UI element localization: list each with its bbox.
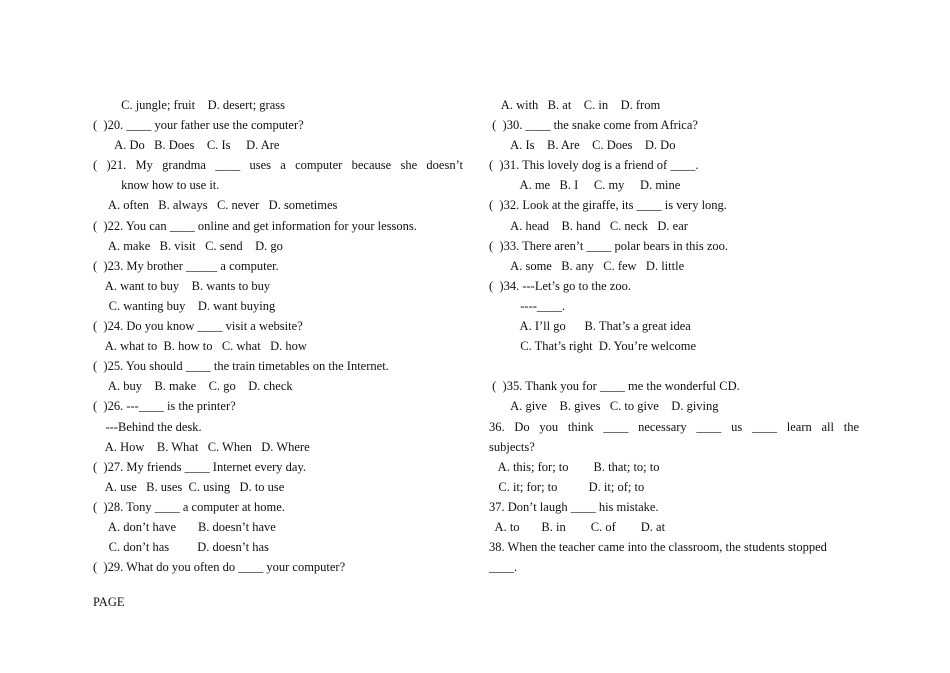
left-column-text-line: ( )21. My grandma ____ uses a computer because she doesn’t (93, 158, 463, 173)
right-column-text-line: A. head B. hand C. neck D. ear (489, 218, 688, 233)
left-column-text-line: ( )29. What do you often do ____ your computer? (93, 560, 346, 575)
left-column-text-line: A. How B. What C. When D. Where (93, 439, 310, 454)
right-column-text-line: ( )30. ____ the snake come from Africa? (489, 118, 698, 133)
right-column-text-line: ( )32. Look at the giraffe, its ____ is very long. (489, 198, 727, 213)
right-column-text-line: C. it; for; to D. it; of; to (489, 479, 645, 494)
left-column-text-line: ( )22. You can ____ online and get information for your lessons. (93, 218, 417, 233)
right-column-text-line: ( )31. This lovely dog is a friend of ____. (489, 158, 699, 173)
right-column-text-line: A. I’ll go B. That’s a great idea (489, 319, 691, 334)
right-column-text-line: subjects? (489, 439, 535, 454)
left-column-text-line: ( )20. ____ your father use the computer? (93, 118, 304, 133)
left-column-text-line: A. make B. visit C. send D. go (93, 238, 283, 253)
right-column-text-line: A. give B. gives C. to give D. giving (489, 399, 719, 414)
right-column-text-line: ----____. (489, 298, 566, 313)
right-column-text-line: A. some B. any C. few D. little (489, 258, 685, 273)
right-column-blank-line (489, 356, 859, 376)
right-column-text-line: A. Is B. Are C. Does D. Do (489, 138, 676, 153)
right-column-text-line: A. me B. I C. my D. mine (489, 178, 681, 193)
left-column-text-line: A. Do B. Does C. Is D. Are (93, 138, 280, 153)
page-footer: PAGE (93, 595, 125, 609)
left-column-text-line: C. wanting buy D. want buying (93, 298, 276, 313)
right-column-text-line: 38. When the teacher came into the classroom, the students stopped (489, 540, 827, 555)
left-column-text-line: A. use B. uses C. using D. to use (93, 479, 285, 494)
right-column-text-line: A. with B. at C. in D. from (489, 98, 661, 112)
right-column-text-line: A. this; for; to B. that; to; to (489, 459, 660, 474)
left-column-text-line: ( )23. My brother _____ a computer. (93, 258, 279, 273)
left-column-text-line: A. want to buy B. wants to buy (93, 278, 271, 293)
left-column-text-line: A. don’t have B. doesn’t have (93, 519, 276, 534)
left-column-text-line: A. buy B. make C. go D. check (93, 379, 293, 394)
left-column-text-line: ( )25. You should ____ the train timetables on the Internet. (93, 359, 389, 374)
right-column (489, 95, 859, 577)
left-column-text-line: C. don’t has D. doesn’t has (93, 540, 269, 555)
right-column-text-line: A. to B. in C. of D. at (489, 519, 666, 534)
right-column-text-line: ( )35. Thank you for ____ me the wonderful CD. (489, 379, 740, 394)
right-column-text-line: ( )34. ---Let’s go to the zoo. (489, 278, 631, 293)
right-column-text-line: ____. (489, 560, 518, 575)
left-column-text-line: C. jungle; fruit D. desert; grass (93, 98, 285, 112)
left-column-text-line: ( )24. Do you know ____ visit a website? (93, 319, 303, 334)
left-column-text-line: A. what to B. how to C. what D. how (93, 339, 307, 354)
left-column-text-line: ( )26. ---____ is the printer? (93, 399, 236, 414)
left-column-text-line: ( )28. Tony ____ a computer at home. (93, 499, 285, 514)
left-column-text-line: ( )27. My friends ____ Internet every day. (93, 459, 307, 474)
right-column-text-line: ( )33. There aren’t ____ polar bears in this zoo. (489, 238, 729, 253)
left-column (93, 95, 463, 577)
right-column-text-line: 37. Don’t laugh ____ his mistake. (489, 499, 659, 514)
left-column-text-line: A. often B. always C. never D. sometimes (93, 198, 338, 213)
left-column-text-line: ---Behind the desk. (93, 419, 202, 434)
left-column-text-line: know how to use it. (93, 178, 220, 193)
right-column-text-line: C. That’s right D. You’re welcome (489, 339, 697, 354)
right-column-text-line: 36. Do you think ____ necessary ____ us ____ learn all the (489, 419, 859, 434)
